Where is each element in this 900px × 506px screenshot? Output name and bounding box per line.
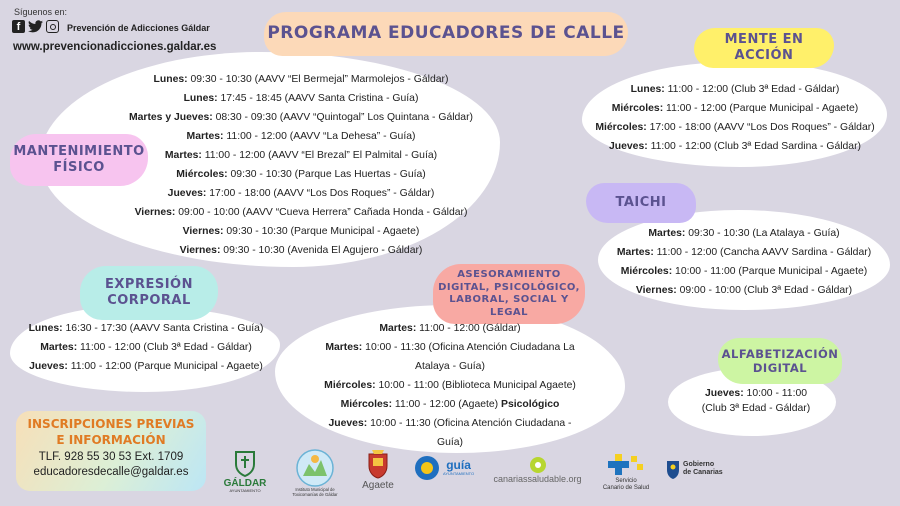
guia-sub: AYUNTAMIENTO [443, 471, 475, 477]
gobierno-canarias-logo [666, 458, 732, 480]
schedule-row: Jueves: 11:00 - 12:00 (Club 3ª Edad Sardina - Gáldar) [608, 141, 862, 152]
schedule-row: Miércoles: 09:30 - 10:30 (Parque Las Huertas - Guía) [176, 169, 426, 180]
schedule-row: Viernes: 09:00 - 10:00 (AAVV “Cueva Herrera” Cañada Honda - Gáldar) [134, 207, 468, 218]
social-account: Prevención de Adicciones Gáldar [67, 23, 210, 33]
canarias-saludable-bubble-icon [528, 455, 548, 475]
agaete-shield-icon [367, 450, 389, 480]
expresion-schedule [12, 319, 280, 376]
schedule-row: Jueves: 10:00 - 11:30 (Oficina Atención Ciudadana - [328, 418, 572, 429]
asesoramiento-title-3: LABORAL, SOCIAL Y LEGAL [449, 294, 569, 318]
canarias-saludable-logo [490, 455, 585, 485]
schedule-row: Martes: 11:00 - 12:00 (Cancha AAVV Sardina - Gáldar) [616, 247, 872, 258]
asesoramiento-heading [433, 264, 585, 324]
guia-name: guía [446, 458, 471, 473]
schedule-row: Lunes: 09:30 - 10:30 (AAVV “El Bermejal” Marmolejos - Gáldar) [153, 74, 449, 85]
schedule-row: Jueves: 17:00 - 18:00 (AAVV “Los Dos Roques” - Gáldar) [167, 188, 435, 199]
schedule-row: Jueves: 10:00 - 11:00 [704, 388, 808, 399]
mantenimiento-title-2: FÍSICO [53, 160, 105, 175]
taichi-schedule [598, 224, 890, 300]
schedule-row: Martes: 11:00 - 12:00 (Club 3ª Edad - Gáldar) [40, 342, 252, 353]
galdar-name: GÁLDAR [223, 478, 267, 489]
agaete-name: Agaete [362, 480, 394, 491]
schedule-row: Miércoles: 10:00 - 11:00 (Biblioteca Municipal Agaete) [324, 380, 576, 391]
schedule-row: Jueves: 11:00 - 12:00 (Parque Municipal - Agaete) [29, 361, 263, 372]
website-link[interactable]: www.prevencionadicciones.galdar.es [13, 41, 217, 53]
schedule-row: Martes: 10:00 - 11:30 (Oficina Atención Ciudadana La [325, 342, 575, 353]
taichi-title: TAICHI [615, 194, 667, 210]
mantenimiento-schedule [125, 70, 477, 260]
expresion-title-1: EXPRESIÓN [105, 276, 193, 292]
alfabetizacion-title-1: ALFABETIZACIÓN [721, 346, 839, 361]
expresion-title-2: CORPORAL [107, 293, 191, 308]
schedule-row: Martes y Jueves: 08:30 - 09:30 (AAVV “Quintogal” Los Quintana - Gáldar) [128, 112, 474, 123]
instagram-icon[interactable] [46, 20, 59, 33]
schedule-row: Miércoles: 17:00 - 18:00 (AAVV “Los Dos Roques” - Gáldar) [595, 122, 875, 133]
servicio-line-1: Servicio [615, 478, 637, 484]
inscripciones-title-1: INSCRIPCIONES PREVIAS [27, 417, 195, 431]
servicio-line-2: Canario de Salud [602, 484, 650, 491]
alfabetizacion-schedule [676, 386, 836, 416]
social-icons [12, 20, 59, 33]
galdar-logo [220, 450, 270, 493]
schedule-row: Lunes: 16:30 - 17:30 (AAVV Santa Cristina - Guía) [28, 323, 264, 334]
page-title [264, 12, 628, 56]
canarias-saludable-text: canariassaludable.org [493, 474, 582, 484]
servicio-canario-logo [592, 452, 660, 491]
mente-schedule [580, 80, 890, 156]
schedule-row: Lunes: 17:45 - 18:45 (AAVV Santa Cristina - Guía) [183, 93, 419, 104]
gobierno-shield-icon [666, 458, 680, 480]
gobierno-line-2: de Canarias [683, 469, 723, 476]
asesoramiento-title-2: DIGITAL, PSICOLÓGICO, [438, 281, 580, 293]
inscripciones-title-2: E INFORMACIÓN [56, 433, 166, 447]
schedule-row: Viernes: 09:30 - 10:30 (Avenida El Agujero - Gáldar) [179, 245, 423, 256]
inscripciones-email[interactable]: educadoresdecalle@galdar.es [33, 466, 189, 478]
alfabetizacion-heading [718, 338, 842, 384]
twitter-icon[interactable] [28, 20, 43, 33]
instituto-emblem-icon [295, 448, 335, 488]
schedule-row: Martes: 11:00 - 12:00 (AAVV “La Dehesa” - Guía) [186, 131, 416, 142]
alfabetizacion-title-2: DIGITAL [752, 361, 808, 375]
instituto-logo [282, 448, 348, 497]
schedule-row: Miércoles: 10:00 - 11:00 (Parque Municipal - Agaete) [620, 266, 868, 277]
instituto-name: Instituto Municipal de Toxicomanías de Gáldar [292, 487, 338, 497]
mente-title: MENTE EN ACCIÓN [724, 31, 804, 63]
guia-sun-icon [414, 455, 440, 481]
schedule-row: Viernes: 09:00 - 10:00 (Club 3ª Edad - Gáldar) [635, 285, 853, 296]
asesoramiento-title-1: ASESORAMIENTO [457, 269, 561, 280]
inscripciones-phone[interactable]: TLF. 928 55 30 53 Ext. 1709 [38, 451, 184, 463]
schedule-row: (Club 3ª Edad - Gáldar) [701, 403, 811, 414]
schedule-row: Lunes: 11:00 - 12:00 (Club 3ª Edad - Gáldar) [630, 84, 840, 95]
schedule-row: Miércoles: 11:00 - 12:00 (Parque Municipal - Agaete) [611, 103, 859, 114]
schedule-row: Guía) [437, 437, 463, 448]
schedule-row: Atalaya - Guía) [415, 361, 485, 372]
schedule-row: Viernes: 09:30 - 10:30 (Parque Municipal - Agaete) [182, 226, 420, 237]
agaete-logo [358, 450, 398, 491]
follow-label: Síguenos en: [14, 7, 68, 17]
schedule-row: Martes: 09:30 - 10:30 (La Atalaya - Guía) [648, 228, 840, 239]
taichi-heading [586, 183, 696, 223]
mente-heading [694, 28, 834, 68]
guia-logo [414, 455, 484, 481]
servicio-canario-cross-icon [607, 452, 645, 478]
schedule-row: Martes: 11:00 - 12:00 (AAVV “El Brezal” El Palmital - Guía) [164, 150, 438, 161]
inscripciones-box [16, 411, 206, 491]
galdar-shield-icon [234, 450, 256, 478]
gobierno-line-1: Gobierno [683, 461, 715, 469]
asesoramiento-schedule [300, 319, 600, 452]
schedule-row: Miércoles: 11:00 - 12:00 (Agaete) Psicológico [340, 399, 560, 410]
galdar-sub: AYUNTAMIENTO [229, 488, 261, 493]
mantenimiento-title-1: MANTENIMIENTO [13, 143, 145, 159]
schedule-row: Martes: 11:00 - 12:00 (Gáldar) [379, 323, 521, 334]
page-title-text: PROGRAMA EDUCADORES DE CALLE [267, 23, 625, 44]
expresion-heading [80, 266, 218, 320]
facebook-icon[interactable]: f [12, 20, 25, 33]
